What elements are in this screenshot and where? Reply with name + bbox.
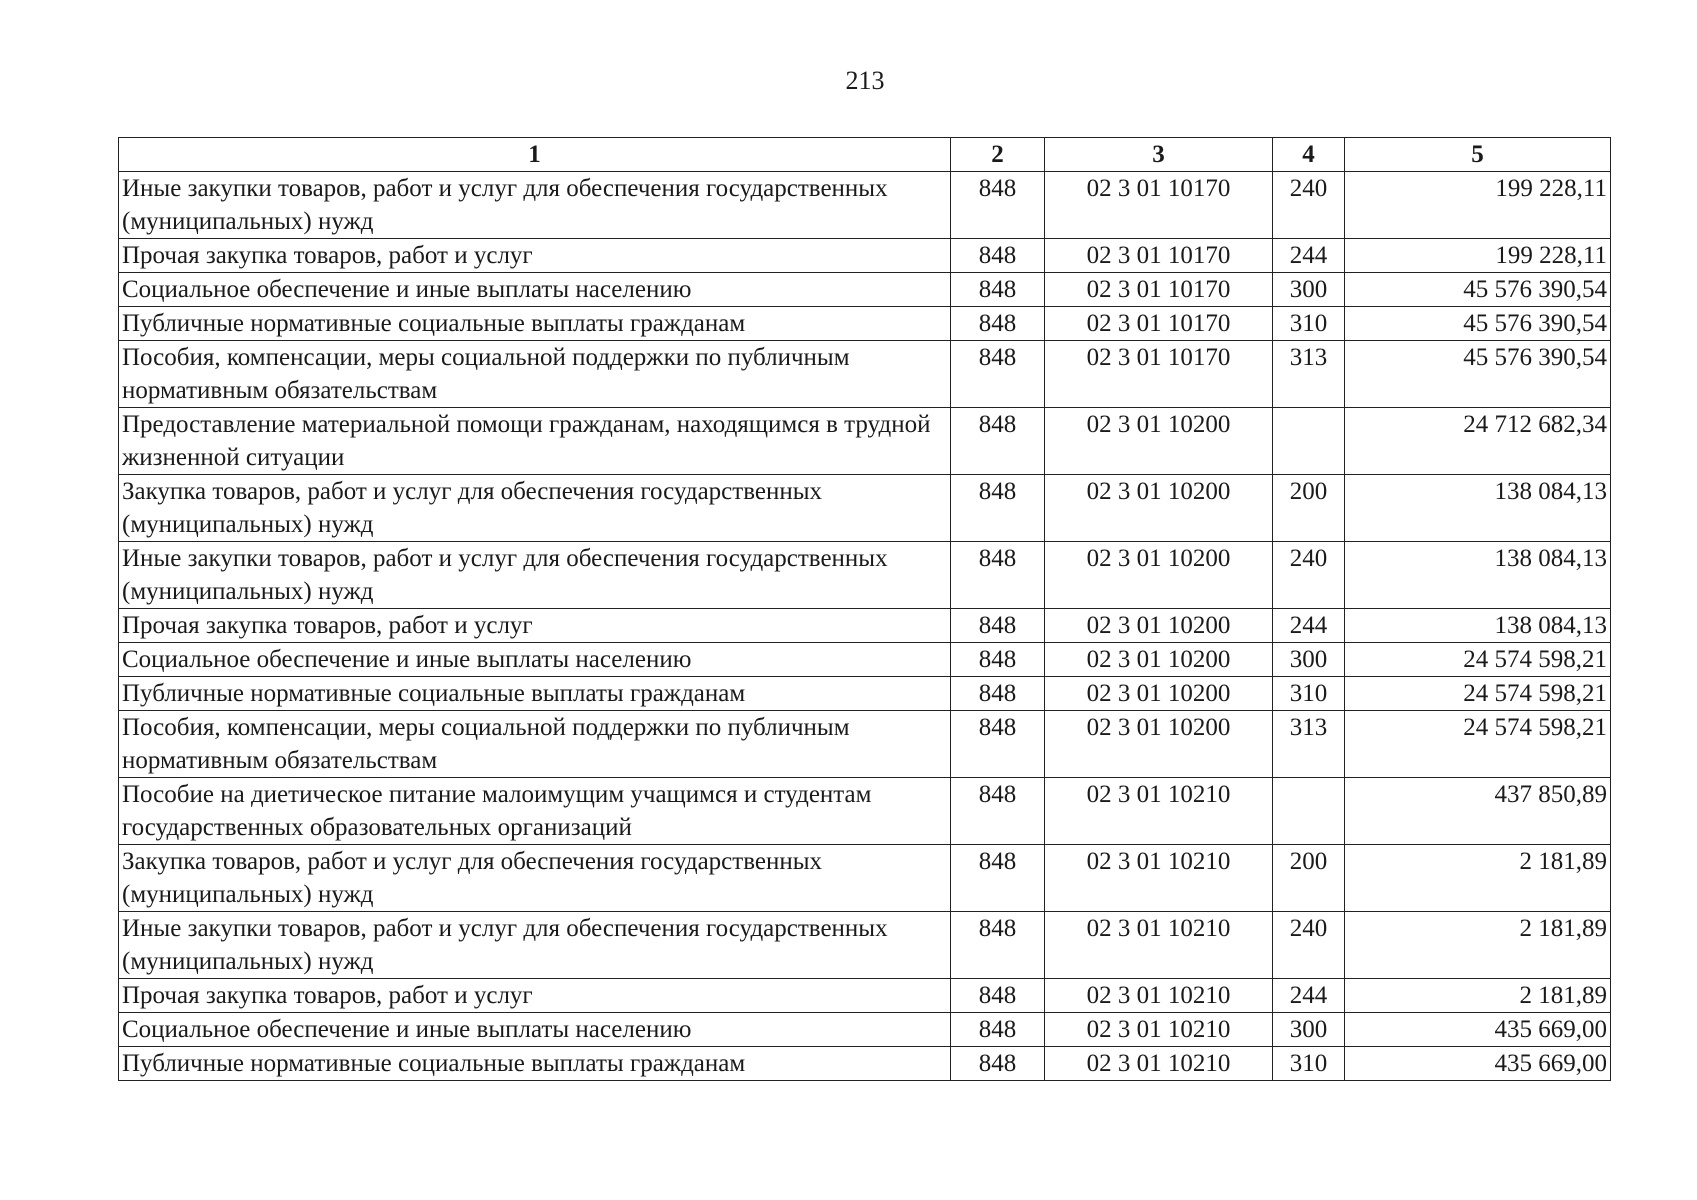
row-vr-cell: 310 xyxy=(1273,1047,1345,1081)
row-csr-cell: 02 3 01 10200 xyxy=(1045,643,1273,677)
row-name-cell: Публичные нормативные социальные выплаты гражданам xyxy=(119,307,951,341)
row-sum-cell: 435 669,00 xyxy=(1345,1013,1611,1047)
row-csr-cell: 02 3 01 10170 xyxy=(1045,341,1273,408)
table-body xyxy=(119,172,1611,1081)
row-csr-cell: 02 3 01 10170 xyxy=(1045,307,1273,341)
row-vr-cell: 244 xyxy=(1273,609,1345,643)
header-col-1: 1 xyxy=(119,138,951,172)
row-ved-cell: 848 xyxy=(951,711,1045,778)
row-sum-cell: 138 084,13 xyxy=(1345,542,1611,609)
row-csr-cell: 02 3 01 10210 xyxy=(1045,1013,1273,1047)
table-row xyxy=(119,273,1611,307)
row-name-cell: Иные закупки товаров, работ и услуг для обеспечения государственных (муниципальных) нужд xyxy=(119,542,951,609)
row-ved-cell: 848 xyxy=(951,1047,1045,1081)
table-row xyxy=(119,1013,1611,1047)
table-row xyxy=(119,845,1611,912)
row-sum-cell: 45 576 390,54 xyxy=(1345,273,1611,307)
row-vr-cell: 313 xyxy=(1273,341,1345,408)
row-csr-cell: 02 3 01 10210 xyxy=(1045,912,1273,979)
row-csr-cell: 02 3 01 10170 xyxy=(1045,239,1273,273)
row-ved-cell: 848 xyxy=(951,912,1045,979)
table-header-row xyxy=(119,138,1611,172)
row-vr-cell: 310 xyxy=(1273,677,1345,711)
row-ved-cell: 848 xyxy=(951,172,1045,239)
table-row xyxy=(119,307,1611,341)
row-name-cell: Социальное обеспечение и иные выплаты населению xyxy=(119,1013,951,1047)
row-ved-cell: 848 xyxy=(951,239,1045,273)
row-ved-cell: 848 xyxy=(951,307,1045,341)
row-ved-cell: 848 xyxy=(951,341,1045,408)
table-row xyxy=(119,609,1611,643)
table-row xyxy=(119,1047,1611,1081)
row-name-cell: Прочая закупка товаров, работ и услуг xyxy=(119,609,951,643)
row-vr-cell: 300 xyxy=(1273,273,1345,307)
row-ved-cell: 848 xyxy=(951,677,1045,711)
row-name-cell: Иные закупки товаров, работ и услуг для обеспечения государственных (муниципальных) нужд xyxy=(119,172,951,239)
row-sum-cell: 45 576 390,54 xyxy=(1345,341,1611,408)
row-csr-cell: 02 3 01 10200 xyxy=(1045,711,1273,778)
row-csr-cell: 02 3 01 10210 xyxy=(1045,979,1273,1013)
row-name-cell: Пособия, компенсации, меры социальной поддержки по публичным нормативным обязательствам xyxy=(119,711,951,778)
row-vr-cell xyxy=(1273,408,1345,475)
row-vr-cell: 244 xyxy=(1273,239,1345,273)
row-vr-cell: 310 xyxy=(1273,307,1345,341)
row-sum-cell: 199 228,11 xyxy=(1345,239,1611,273)
header-col-4: 4 xyxy=(1273,138,1345,172)
row-sum-cell: 138 084,13 xyxy=(1345,609,1611,643)
row-name-cell: Социальное обеспечение и иные выплаты населению xyxy=(119,643,951,677)
row-vr-cell: 200 xyxy=(1273,845,1345,912)
row-sum-cell: 45 576 390,54 xyxy=(1345,307,1611,341)
row-ved-cell: 848 xyxy=(951,273,1045,307)
row-ved-cell: 848 xyxy=(951,979,1045,1013)
row-name-cell: Закупка товаров, работ и услуг для обеспечения государственных (муниципальных) нужд xyxy=(119,845,951,912)
row-sum-cell: 2 181,89 xyxy=(1345,912,1611,979)
row-sum-cell: 24 712 682,34 xyxy=(1345,408,1611,475)
page-number: 213 xyxy=(845,66,885,95)
table-row xyxy=(119,341,1611,408)
row-name-cell: Пособие на диетическое питание малоимущим учащимся и студентам государственных образовательных организаций xyxy=(119,778,951,845)
header-col-2: 2 xyxy=(951,138,1045,172)
row-csr-cell: 02 3 01 10200 xyxy=(1045,609,1273,643)
row-ved-cell: 848 xyxy=(951,408,1045,475)
table-row xyxy=(119,643,1611,677)
row-sum-cell: 138 084,13 xyxy=(1345,475,1611,542)
row-name-cell: Прочая закупка товаров, работ и услуг xyxy=(119,239,951,273)
table-row xyxy=(119,778,1611,845)
row-csr-cell: 02 3 01 10170 xyxy=(1045,273,1273,307)
row-csr-cell: 02 3 01 10170 xyxy=(1045,172,1273,239)
row-vr-cell: 300 xyxy=(1273,643,1345,677)
row-name-cell: Публичные нормативные социальные выплаты гражданам xyxy=(119,1047,951,1081)
row-csr-cell: 02 3 01 10210 xyxy=(1045,778,1273,845)
row-name-cell: Социальное обеспечение и иные выплаты населению xyxy=(119,273,951,307)
budget-table xyxy=(118,137,1611,1081)
row-csr-cell: 02 3 01 10200 xyxy=(1045,408,1273,475)
row-sum-cell: 24 574 598,21 xyxy=(1345,643,1611,677)
table-row xyxy=(119,912,1611,979)
row-sum-cell: 2 181,89 xyxy=(1345,845,1611,912)
header-col-3: 3 xyxy=(1045,138,1273,172)
table-row xyxy=(119,677,1611,711)
row-vr-cell: 240 xyxy=(1273,912,1345,979)
row-vr-cell: 240 xyxy=(1273,172,1345,239)
row-ved-cell: 848 xyxy=(951,542,1045,609)
table-row xyxy=(119,711,1611,778)
row-vr-cell: 313 xyxy=(1273,711,1345,778)
row-ved-cell: 848 xyxy=(951,778,1045,845)
table-row xyxy=(119,172,1611,239)
row-sum-cell: 199 228,11 xyxy=(1345,172,1611,239)
row-vr-cell: 300 xyxy=(1273,1013,1345,1047)
table-row xyxy=(119,542,1611,609)
row-ved-cell: 848 xyxy=(951,475,1045,542)
row-vr-cell: 200 xyxy=(1273,475,1345,542)
row-sum-cell: 437 850,89 xyxy=(1345,778,1611,845)
row-name-cell: Закупка товаров, работ и услуг для обеспечения государственных (муниципальных) нужд xyxy=(119,475,951,542)
row-name-cell: Предоставление материальной помощи гражданам, находящимся в трудной жизненной ситуации xyxy=(119,408,951,475)
table-row xyxy=(119,475,1611,542)
row-vr-cell: 244 xyxy=(1273,979,1345,1013)
row-ved-cell: 848 xyxy=(951,643,1045,677)
header-col-5: 5 xyxy=(1345,138,1611,172)
row-name-cell: Прочая закупка товаров, работ и услуг xyxy=(119,979,951,1013)
row-csr-cell: 02 3 01 10210 xyxy=(1045,1047,1273,1081)
row-csr-cell: 02 3 01 10200 xyxy=(1045,475,1273,542)
row-ved-cell: 848 xyxy=(951,609,1045,643)
row-ved-cell: 848 xyxy=(951,1013,1045,1047)
row-csr-cell: 02 3 01 10210 xyxy=(1045,845,1273,912)
row-sum-cell: 24 574 598,21 xyxy=(1345,711,1611,778)
row-name-cell: Пособия, компенсации, меры социальной поддержки по публичным нормативным обязательствам xyxy=(119,341,951,408)
table-row xyxy=(119,979,1611,1013)
row-sum-cell: 2 181,89 xyxy=(1345,979,1611,1013)
row-csr-cell: 02 3 01 10200 xyxy=(1045,542,1273,609)
row-csr-cell: 02 3 01 10200 xyxy=(1045,677,1273,711)
row-sum-cell: 24 574 598,21 xyxy=(1345,677,1611,711)
table-row xyxy=(119,408,1611,475)
row-name-cell: Публичные нормативные социальные выплаты гражданам xyxy=(119,677,951,711)
row-vr-cell: 240 xyxy=(1273,542,1345,609)
row-vr-cell xyxy=(1273,778,1345,845)
table-row xyxy=(119,239,1611,273)
row-name-cell: Иные закупки товаров, работ и услуг для обеспечения государственных (муниципальных) нужд xyxy=(119,912,951,979)
row-ved-cell: 848 xyxy=(951,845,1045,912)
row-sum-cell: 435 669,00 xyxy=(1345,1047,1611,1081)
